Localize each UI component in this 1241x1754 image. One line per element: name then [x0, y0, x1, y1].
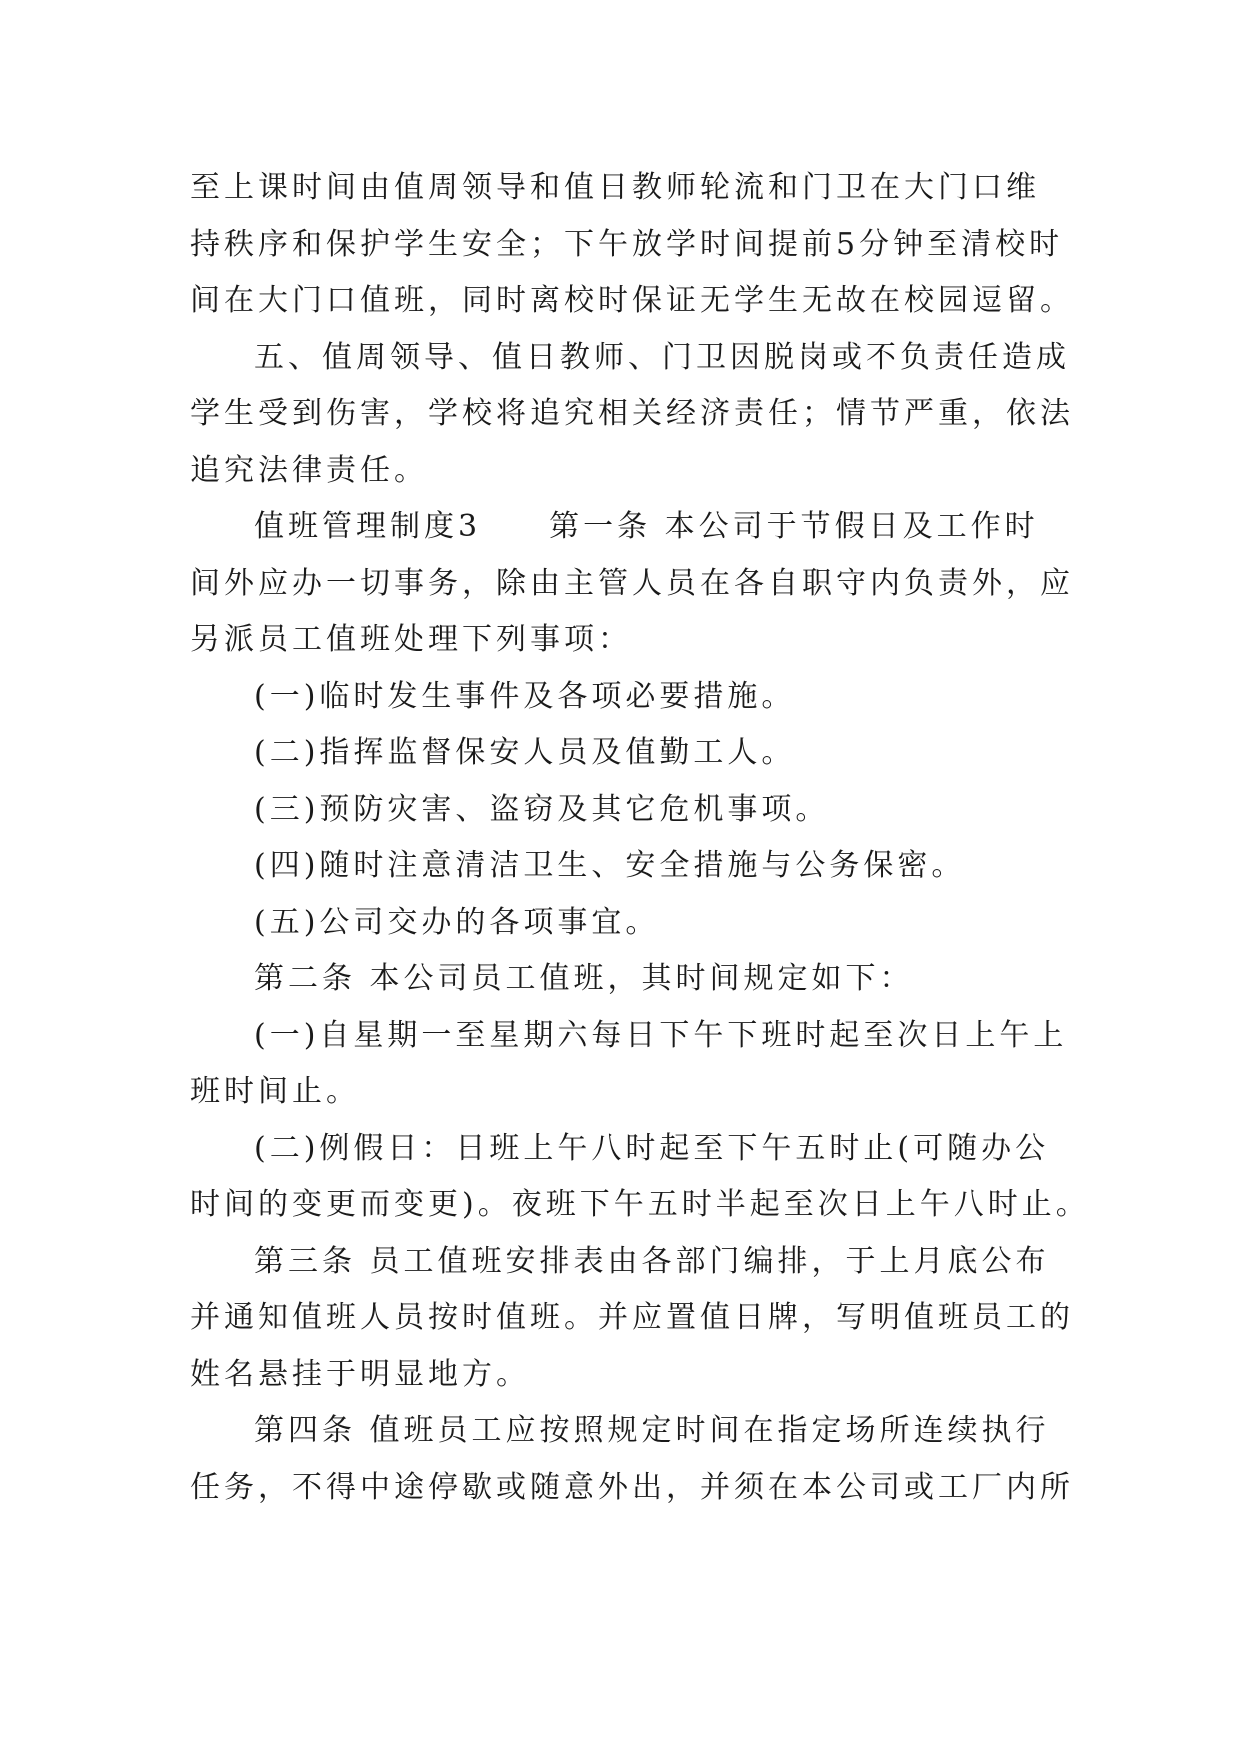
document-body [190, 160, 1090, 1516]
text-line: 五、值周领导、值日教师、门卫因脱岗或不负责任造成 [254, 339, 1070, 375]
text-line: 并通知值班人员按时值班。并应置值日牌，写明值班员工的 [190, 1300, 1074, 1335]
text-line: 时间的变更而变更)。夜班下午五时半起至次日上午八时止。 [190, 1187, 1090, 1222]
text-line: 姓名悬挂于明显地方。 [190, 1356, 530, 1392]
text-line: 另派员工值班处理下列事项： [190, 622, 632, 657]
text-line: 间外应办一切事务，除由主管人员在各自职守内负责外，应 [190, 565, 1074, 601]
text-line: 追究法律责任。 [190, 452, 428, 488]
text-line: (一)自星期一至星期六每日下午下班时起至次日上午上 [254, 1017, 1068, 1053]
text-line: (三)预防灾害、盗窃及其它危机事项。 [254, 791, 830, 827]
text-line: 第四条 值班员工应按照规定时间在指定场所连续执行 [254, 1413, 1050, 1448]
text-line: (二)指挥监督保安人员及值勤工人。 [254, 735, 796, 770]
text-line: 持秩序和保护学生安全；下午放学时间提前5分钟至清校时 [190, 226, 1064, 262]
text-line: 任务，不得中途停歇或随意外出，并须在本公司或工厂内所 [190, 1469, 1074, 1505]
text-line: (二)例假日：日班上午八时起至下午五时止(可随办公 [254, 1130, 1050, 1166]
text-line: 第三条 员工值班安排表由各部门编排，于上月底公布 [254, 1243, 1050, 1279]
text-line: 学生受到伤害，学校将追究相关经济责任；情节严重，依法 [190, 396, 1074, 431]
text-line: 间在大门口值班，同时离校时保证无学生无故在校园逗留。 [190, 283, 1074, 318]
text-line: 至上课时间由值周领导和值日教师轮流和门卫在大门口维 [190, 170, 1040, 205]
text-line: (四)随时注意清洁卫生、安全措施与公务保密。 [254, 848, 966, 883]
text-line: 第二条 本公司员工值班，其时间规定如下： [254, 961, 914, 996]
text-line: (一)临时发生事件及各项必要措施。 [254, 678, 796, 714]
text-line: 班时间止。 [190, 1074, 360, 1109]
text-line: (五)公司交办的各项事宜。 [254, 904, 660, 940]
text-line: 值班管理制度3 第一条 本公司于节假日及工作时 [254, 509, 1039, 544]
